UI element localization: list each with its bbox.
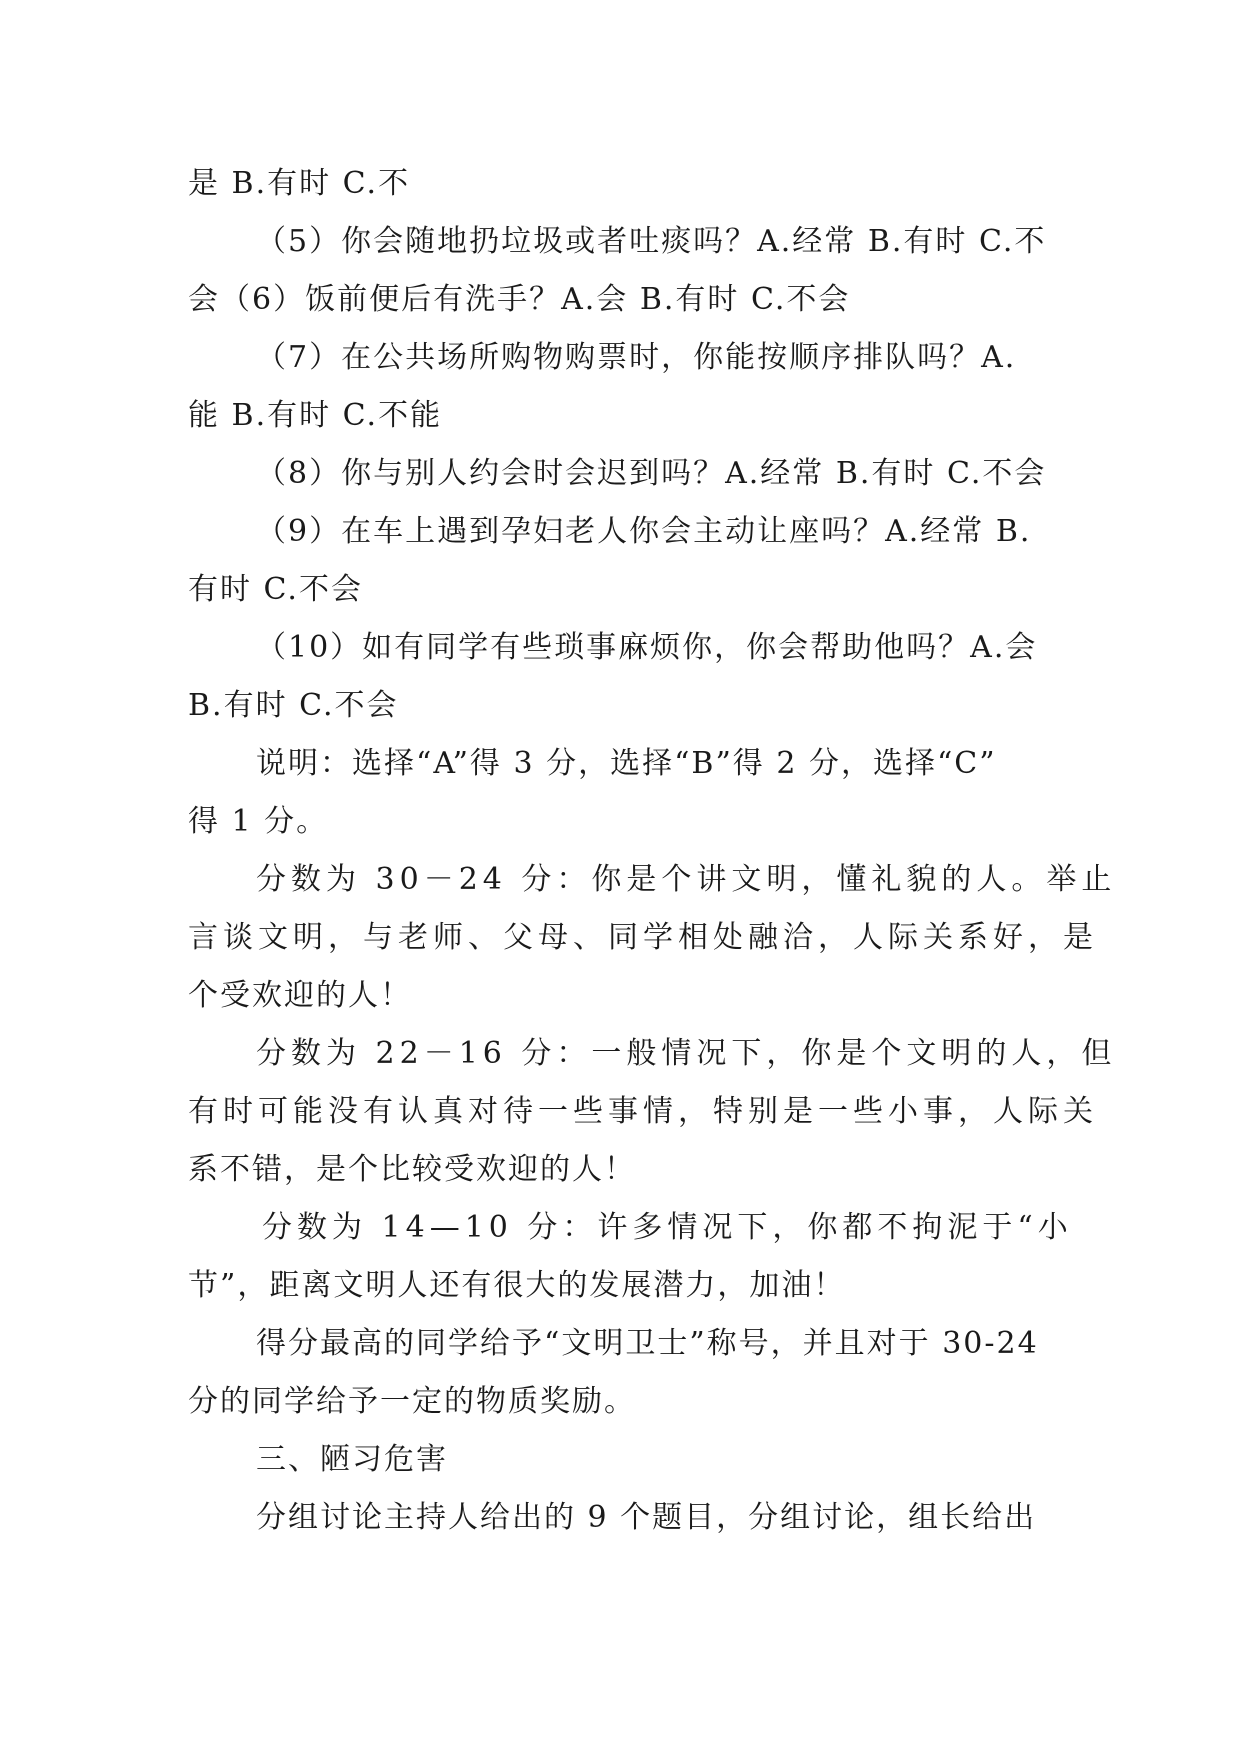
award-note: 得分最高的同学给予“文明卫士”称号，并且对于 30-24: [256, 1326, 1039, 1361]
text-line: 得 1 分。: [188, 804, 329, 839]
text-line: 系不错，是个比较受欢迎的人！: [188, 1152, 636, 1187]
section-heading: 三、陋习危害: [256, 1442, 448, 1477]
discussion-text: 分组讨论主持人给出的 9 个题目，分组讨论，组长给出: [256, 1500, 1037, 1535]
text-line: 个受欢迎的人！: [188, 978, 412, 1013]
text-line: 有时可能没有认真对待一些事情，特别是一些小事，人际关: [188, 1094, 1098, 1129]
scoring-note: 说明：选择“A”得 3 分，选择“B”得 2 分，选择“C”: [256, 746, 997, 781]
question-10: （10）如有同学有些琐事麻烦你，你会帮助他吗？A.会: [256, 630, 1038, 665]
question-6: 会（6）饭前便后有洗手？A.会 B.有时 C.不会: [188, 282, 851, 317]
text-line: 能 B.有时 C.不能: [188, 398, 443, 433]
text-line: 是 B.有时 C.不: [188, 166, 411, 201]
score-range-1: 分数为 30－24 分：你是个讲文明，懂礼貌的人。举止: [256, 862, 1117, 897]
question-8: （8）你与别人约会时会迟到吗？A.经常 B.有时 C.不会: [256, 456, 1047, 491]
text-line: 言谈文明，与老师、父母、同学相处融洽，人际关系好，是: [188, 920, 1098, 955]
question-7: （7）在公共场所购物购票时，你能按顺序排队吗？A.: [256, 340, 1017, 375]
question-9: （9）在车上遇到孕妇老人你会主动让座吗？A.经常 B.: [256, 514, 1032, 549]
text-line: 分的同学给予一定的物质奖励。: [188, 1384, 636, 1419]
score-range-2: 分数为 22－16 分：一般情况下，你是个文明的人，但: [256, 1036, 1117, 1071]
score-range-3: 分数为 14—10 分：许多情况下，你都不拘泥于“小: [262, 1210, 1073, 1245]
question-5: （5）你会随地扔垃圾或者吐痰吗？A.经常 B.有时 C.不: [256, 224, 1047, 259]
text-line: 节”，距离文明人还有很大的发展潜力，加油！: [188, 1268, 846, 1303]
text-line: 有时 C.不会: [188, 572, 363, 607]
text-line: B.有时 C.不会: [188, 688, 399, 723]
